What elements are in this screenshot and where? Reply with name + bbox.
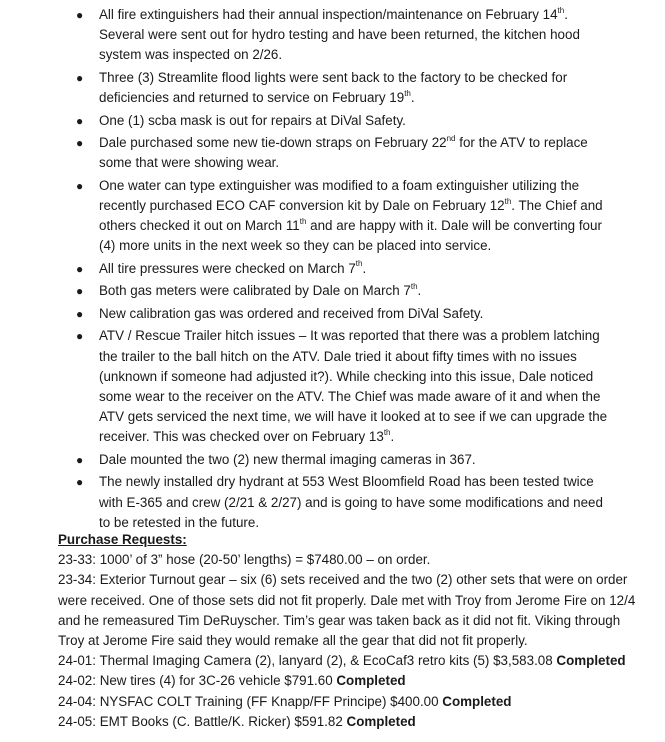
purchase-row: 23-34: Exterior Turnout gear – six (6) sets received and the two (2) other sets that were on order were received. One of those sets did not fit properly. Dale met with Troy from Jerome Fire on 12/4 and he remeasured Tim DeRuyscher. Tim’s gear was taken back as it did not fit. Viking through Troy at Jerome Fire said they would remake all the gear that did not fit properly. bbox=[58, 572, 636, 649]
bullet-icon: ● bbox=[76, 306, 84, 321]
list-item: ● All fire extinguishers had their annual inspection/maintenance on February 14th. Several were sent out for hydro testing and have been returned, the kitchen hood system was inspected on 2/26. bbox=[76, 5, 580, 63]
purchase-row: 23-33: 1000’ of 3” hose (20-50’ lengths) = $7480.00 – on order. bbox=[58, 552, 431, 568]
bullet-icon: ● bbox=[76, 8, 84, 22]
purchase-row: 24-02: New tires (4) for 3C-26 vehicle $791.60 Completed bbox=[58, 673, 406, 689]
bullet-icon: ● bbox=[76, 452, 84, 467]
bullet-icon: ● bbox=[76, 178, 84, 193]
list-item: ● One water can type extinguisher was modified to a foam extinguisher utilizing the recently purchased ECO CAF conversion kit by Dale on February 12th. The Chief and others checked it out on March 11th and are happy with it. Dale will be converting four (4) more units in the next week so they can be placed into service. bbox=[76, 177, 603, 254]
bullet-icon: ● bbox=[76, 261, 84, 276]
bullet-icon: ● bbox=[76, 284, 84, 299]
purchase-requests-section bbox=[58, 530, 638, 732]
bullet-icon: ● bbox=[76, 475, 84, 490]
bullet-icon: ● bbox=[76, 136, 84, 151]
list-item: ● Three (3) Streamlite flood lights were sent back to the factory to be checked for deficiencies and returned to service on February 19th. bbox=[76, 69, 568, 106]
purchase-row: 24-01: Thermal Imaging Camera (2), lanyard (2), & EcoCaf3 retro kits (5) $3,583.08 Completed bbox=[58, 653, 626, 669]
bullet-icon: ● bbox=[76, 70, 84, 85]
status-completed: Completed bbox=[346, 713, 416, 729]
purchase-row: 24-04: NYSFAC COLT Training (FF Knapp/FF Principe) $400.00 Completed bbox=[58, 693, 512, 709]
status-completed: Completed bbox=[336, 673, 406, 689]
list-item: ● Dale purchased some new tie-down straps on February 22nd for the ATV to replace some that were showing wear. bbox=[76, 133, 588, 171]
list-item: ● ATV / Rescue Trailer hitch issues – It was reported that there was a problem latching the trailer to the ball hitch on the ATV. Dale tried it about fifty times with no issues (unknown if someone had adjusted it?). While checking into this issue, Dale noticed some wear to the receiver on the ATV. The Chief was made aware of it and when the ATV gets serviced the next time, we will have it looked at to see if we can upgrade the receiver. This was checked over on February 13th. bbox=[76, 328, 608, 445]
list-item: ● One (1) scba mask is out for repairs at DiVal Safety. bbox=[72, 111, 617, 131]
status-completed: Completed bbox=[556, 653, 626, 669]
list-item: ● New calibration gas was ordered and received from DiVal Safety. bbox=[72, 304, 617, 324]
bullet-icon: ● bbox=[76, 113, 84, 128]
bullet-icon: ● bbox=[76, 329, 84, 344]
list-item: ● Dale mounted the two (2) new thermal imaging cameras in 367. bbox=[72, 450, 617, 470]
purchase-row: 24-05: EMT Books (C. Battle/K. Ricker) $591.82 Completed bbox=[58, 713, 416, 729]
list-item: ● All tire pressures were checked on March 7th. bbox=[72, 259, 617, 279]
maintenance-bullet-list bbox=[72, 5, 617, 535]
list-item: ● The newly installed dry hydrant at 553 West Bloomfield Road has been tested twice with E-365 and crew (2/21 & 2/27) and is going to have some modifications and need to be retested in the future. bbox=[76, 474, 603, 530]
section-heading: Purchase Requests: bbox=[58, 532, 187, 547]
status-completed: Completed bbox=[442, 693, 512, 709]
list-item: ● Both gas meters were calibrated by Dale on March 7th. bbox=[72, 281, 617, 301]
